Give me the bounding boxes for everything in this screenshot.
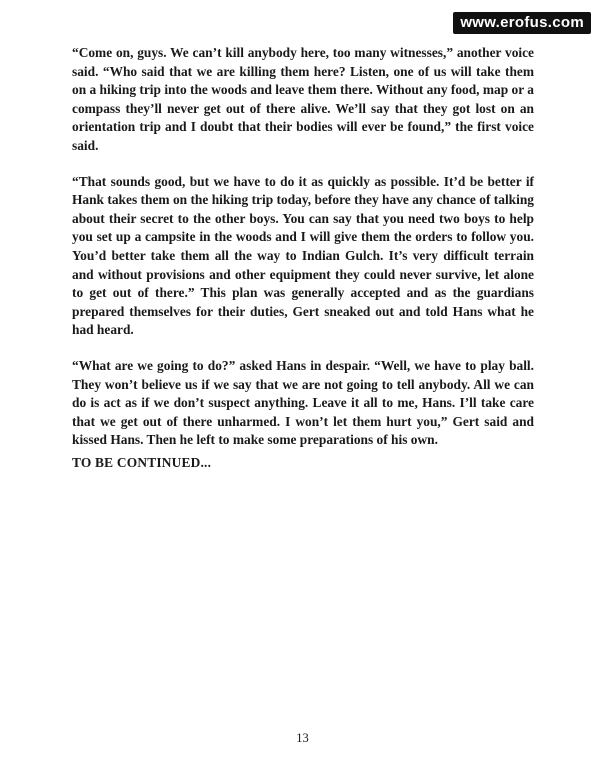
paragraph-2: “That sounds good, but we have to do it as quickly as possible. It’d be better if Hank takes them on the hiking trip today, before they have any chance of talking about their secret to the other boys. You can say that you need two boys to help you set up a campsite in the woods and I will give them the orders to follow you. You’d better take them all the way to Indian Gulch. It’s very difficult terrain and without provisions and other equipment they could never survive, let alone to get out of there.” This plan was generally accepted and as the guardians prepared themselves for their duties, Gert sneaked out and told Hans what he had heard. (72, 173, 534, 338)
to-be-continued-heading: TO BE CONTINUED... (72, 455, 212, 470)
page-number: 13 (296, 731, 309, 745)
paragraph-1: “Come on, guys. We can’t kill anybody here, too many witnesses,” another voice said. “Who said that we are killing them here? Listen, one of us will take them on a hiking trip into the woods and leave them there. Without any food, map or a compass they’ll never get out of there alive. We’ll say that they got lost on an orientation trip and I doubt that their bodies will ever be found,” the first voice said. (72, 45, 534, 153)
story-text (72, 44, 534, 450)
watermark-logo: www.erofus.com (453, 12, 591, 34)
paragraph-3: “What are we going to do?” asked Hans in despair. “Well, we have to play ball. They won’t believe us if we say that we are not going to tell anybody. All we can do is act as if we don’t suspect anything. Leave it all to me, Hans. I’ll take care that we get out of there unharmed. I won’t let them hurt you,” Gert said and kissed Hans. Then he left to make some preparations of his own. (72, 357, 534, 448)
